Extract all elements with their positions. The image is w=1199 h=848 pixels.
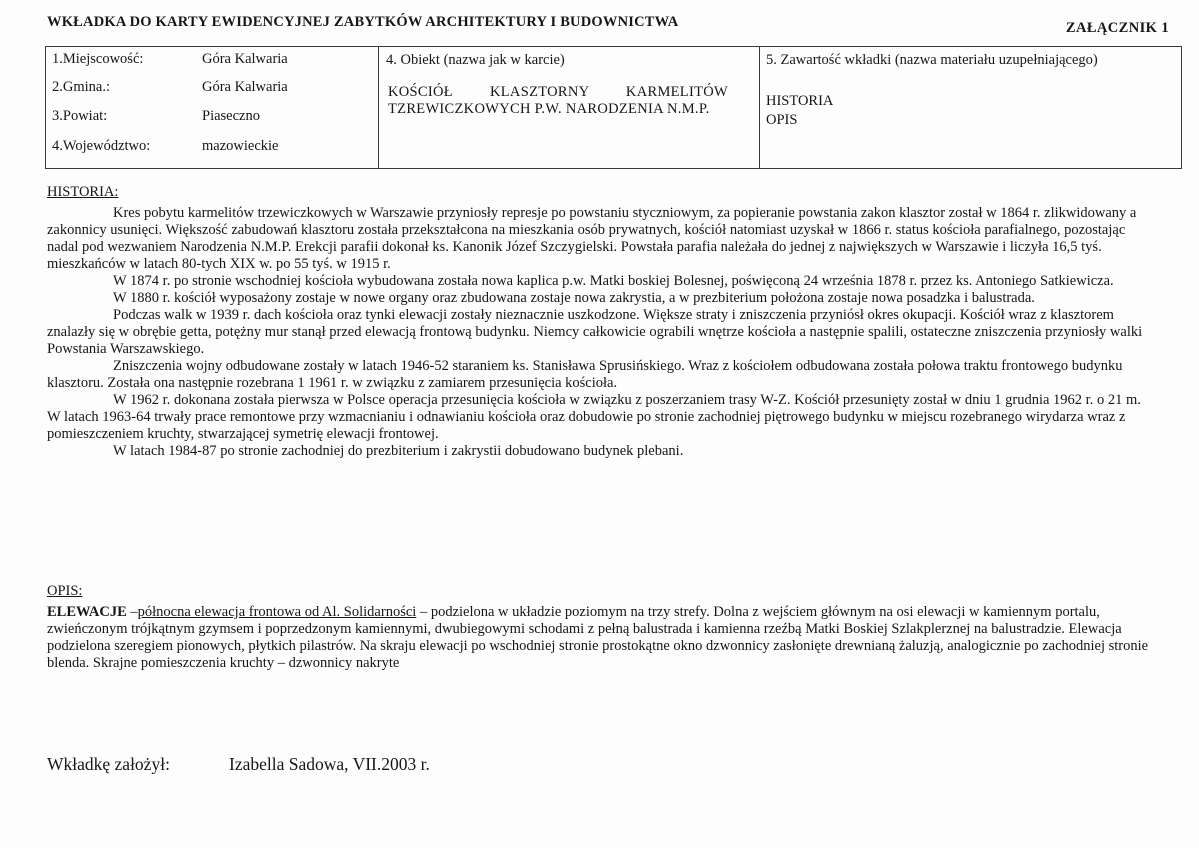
contents-list	[766, 92, 833, 130]
historia-paragraph: Zniszczenia wojny odbudowane zostały w latach 1946-52 staraniem ks. Stanisława Sprusińskiego. Wraz z kościołem odbudowana została połowa traktu frontowego budynku klasztoru. Została ona następnie rozebrana 1 1961 r. w związku z zamiarem przesunięcia kościoła.	[47, 358, 1123, 391]
location-row	[52, 138, 372, 158]
opis-lead-bold: ELEWACJE	[47, 604, 127, 620]
historia-paragraph: Kres pobytu karmelitów trzewiczkowych w Warszawie przyniosły represje po powstaniu styczniowym, za popieranie powstania zakon klasztor został w 1864 r. zlikwidowany a zakonnicy usunięci. Większość zabudowań klasztoru została przekształcona na mieszkania osób prywatnych, kościół natomiast uzyskał w 1866 r. status kościoła parafialnego, pozostając nadal pod wezwaniem Narodzenia N.M.P. Erekcji parafii dokonał ks. Kanonik Józef Szczygielski. Powstała parafia należała do jednej z największych w Warszawie i liczyła 16,5 tyś. mieszkańców w latach 80-tych XIX w. po 55 tyś. w 1915 r.	[47, 205, 1137, 272]
author-label: Wkładkę założył:	[47, 754, 170, 774]
historia-heading: HISTORIA:	[47, 184, 119, 200]
opis-section	[47, 604, 1157, 672]
opis-lead-underlined: północna elewacja frontowa od Al. Solidarności	[137, 604, 417, 620]
location-value: mazowieckie	[202, 138, 279, 154]
header-form-table	[45, 46, 1182, 169]
opis-paragraph	[47, 604, 1157, 672]
historia-paragraph: W 1962 r. dokonana została pierwsza w Polsce operacja przesunięcia kościoła w związku z poszerzaniem trasy W-Z. Kościół przesunięty został w dniu 1 grudnia 1962 r. o 21 m. W latach 1963-64 trwały prace remontowe przy wzmacnianiu i odnawianiu kościoła oraz dobudowie po stronie zachodniej piętrowego budynku w miejscu rozebranego wirydarza wraz z pomieszczeniem kruchty, stwarzającej symetrię elewacji frontowej.	[47, 392, 1141, 442]
location-label: 1.Miejscowość:	[52, 51, 144, 67]
location-cell	[46, 47, 379, 168]
object-label: 4. Obiekt (nazwa jak w karcie)	[386, 52, 565, 68]
contents-label: 5. Zawartość wkładki (nazwa materiału uzupełniającego)	[766, 52, 1098, 68]
historia-paragraph: W 1880 r. kościół wyposażony zostaje w nowe organy oraz zbudowana zostaje nowa zakrystia, a w prezbiterium położona zostaje nowa posadzka i balustrada.	[113, 290, 1035, 306]
location-label: 3.Powiat:	[52, 108, 108, 124]
opis-heading: OPIS:	[47, 583, 83, 599]
location-value: Góra Kalwaria	[202, 79, 288, 95]
location-value: Góra Kalwaria	[202, 51, 288, 67]
location-row	[52, 79, 372, 99]
object-name: KOŚCIÓŁ KLASZTORNY KARMELITÓW TZREWICZKOWYCH P.W. NARODZENIA N.M.P.	[388, 84, 728, 117]
historia-section	[47, 205, 1157, 460]
contents-item: OPIS	[766, 112, 798, 128]
historia-paragraph: W latach 1984-87 po stronie zachodniej do prezbiterium i zakrystii dobudowano budynek plebani.	[113, 443, 684, 459]
document-title: WKŁADKA DO KARTY EWIDENCYJNEJ ZABYTKÓW ARCHITEKTURY I BUDOWNICTWA	[47, 14, 679, 30]
author-value: Izabella Sadowa, VII.2003 r.	[229, 754, 430, 774]
historia-paragraph: Podczas walk w 1939 r. dach kościoła oraz tynki elewacji zostały nieznacznie uszkodzone. Większe straty i zniszczenia przyniósł okres okupacji. Kościół wraz z klasztorem znalazły się w obrębie getta, potężny mur stanął przed elewacją frontową budynku. Niemcy całkowicie ograbili wnętrze kościoła a następnie spalili, ostateczne zniszczenia przyniosły walki Powstania Warszawskiego.	[47, 307, 1143, 357]
object-cell	[379, 47, 760, 168]
location-row	[52, 108, 372, 128]
location-row	[52, 51, 372, 71]
location-label: 2.Gmina.:	[52, 79, 110, 95]
opis-lead-dash: –	[126, 604, 138, 620]
contents-cell	[760, 47, 1181, 168]
opis-text: – podzielona w układzie poziomym na trzy strefy. Dolna z wejściem głównym na osi elewacji w kamiennym portalu, zwieńczonym trójkątnym gzymsem i poprzedzonym kamiennymi, dwubiegowymi schodami z pełną balustrada i kamienna rzeźbą Matki Boskiej Szlakplerznej na balustradzie. Elewacja podzielona szeregiem pionowych, płytkich pilastrów. Na skraju elewacji po wschodniej stronie prostokątne okno dzwonnicy zasłonięte drewnianą żaluzją, analogicznie po zachodniej stronie blenda. Skrajne pomieszczenia kruchty – dzwonnicy nakryte	[47, 604, 1149, 671]
location-label: 4.Województwo:	[52, 138, 151, 154]
historia-paragraph: W 1874 r. po stronie wschodniej kościoła wybudowana została nowa kaplica p.w. Matki boskiej Bolesnej, poświęconą 24 września 1878 r. przez ks. Antoniego Satkiewicza.	[113, 273, 1114, 289]
attachment-label: ZAŁĄCZNIK 1	[1065, 20, 1169, 36]
contents-item: HISTORIA	[766, 93, 834, 109]
location-value: Piaseczno	[202, 108, 260, 124]
